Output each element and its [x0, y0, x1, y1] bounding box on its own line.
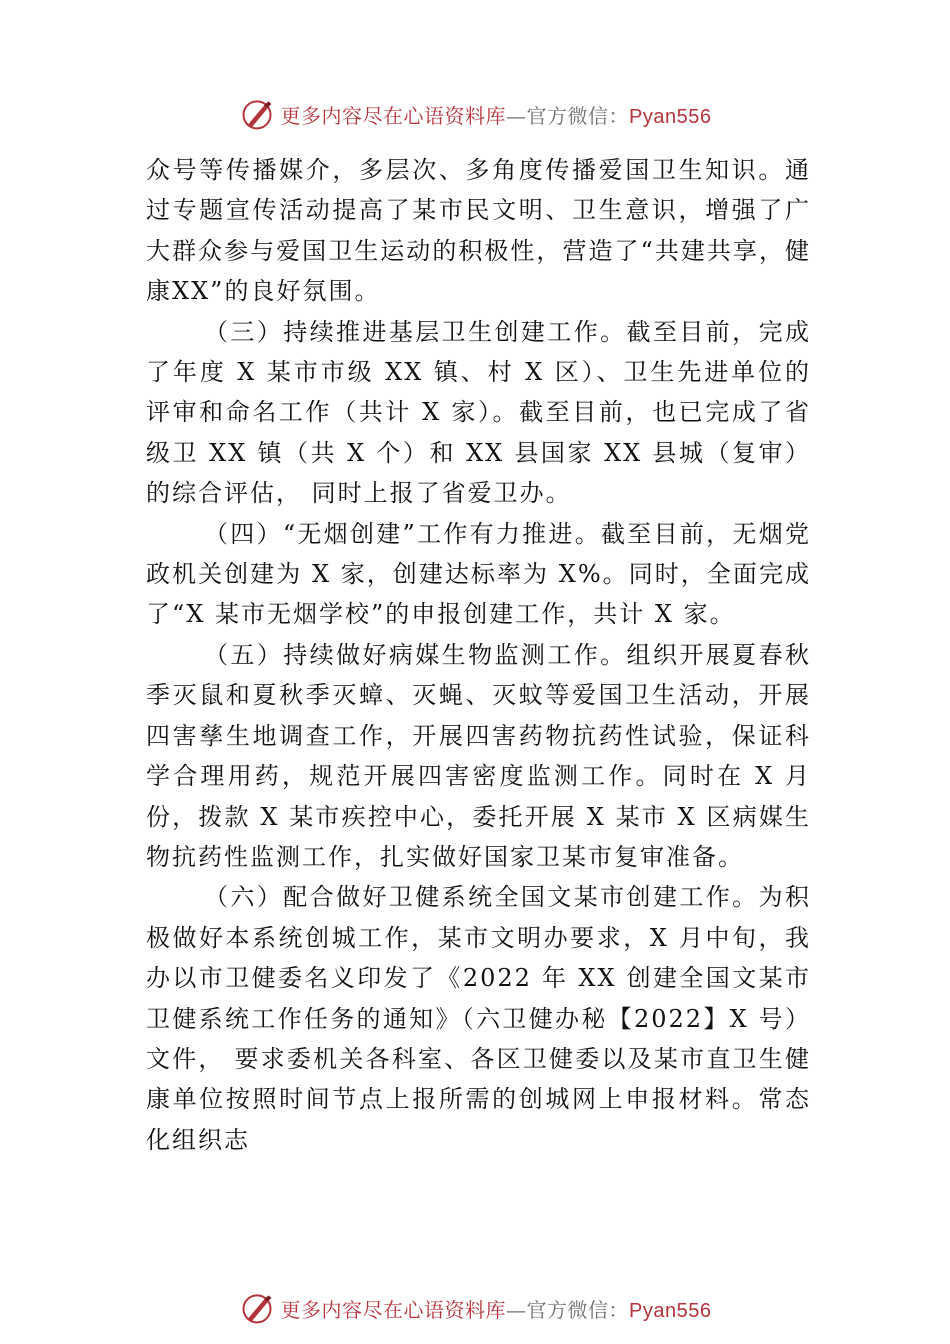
watermark-text	[281, 100, 712, 129]
paragraph-section-5: （五）持续做好病媒生物监测工作。组织开展夏春秋季灭鼠和夏秋季灭蟑、灭蝇、灭蚊等爱国卫生活动，开展四害孳生地调查工作，开展四害药物抗药性试验，保证科学合理用药，规范开展四害密度监测工作。同时在 X 月份，拨款 X 某市疾控中心，委托开展 X 某市 X 区病媒生物抗药性监测工作，扎实做好国家卫某市复审准备。	[146, 640, 811, 871]
document-body	[146, 150, 811, 1160]
watermark-wechat-id: Pyan556	[629, 1299, 712, 1322]
watermark-wechat-id: Pyan556	[629, 105, 712, 128]
watermark-text	[281, 1294, 712, 1323]
watermark-wechat-label: 官方微信：	[526, 103, 630, 128]
watermark-main: 更多内容尽在心语资料库	[280, 103, 507, 128]
paragraph-continuation: 众号等传播媒介，多层次、多角度传播爱国卫生知识。通过专题宣传活动提高了某市民文明、卫生意识，增强了广大群众参与爱国卫生运动的积极性，营造了“共建共享，健康XX”的良好氛围。	[146, 156, 811, 306]
watermark-dash: —	[506, 103, 527, 128]
footer-watermark	[0, 1290, 950, 1326]
paragraph-section-6: （六）配合做好卫健系统全国文某市创建工作。为积极做好本系统创城工作，某市文明办要求，X 月中旬，我办以市卫健委名义印发了《2022 年 XX 创建全国文某市卫健系统工作任务的通知》（六卫健办秘【2022】X 号）文件， 要求委机关各科室、各区卫健委以及某市直卫生健康单位按照时间节点上报所需的创城网上申报材料。常态化组织志	[146, 883, 811, 1154]
watermark-wechat-label: 官方微信：	[526, 1297, 630, 1322]
watermark-main: 更多内容尽在心语资料库	[280, 1297, 507, 1322]
pen-circle-logo-icon	[239, 96, 275, 132]
header-watermark	[0, 96, 950, 132]
paragraph-section-3: （三）持续推进基层卫生创建工作。截至目前，完成了年度 X 某市市级 XX 镇、村 X 区）、卫生先进单位的评审和命名工作（共计 X 家）。截至目前，也已完成了省级卫 XX 镇（共 X 个）和 XX 县国家 XX 县城（复审）的综合评估， 同时上报了省爱卫办。	[146, 317, 811, 508]
pen-circle-logo-icon	[239, 1290, 275, 1326]
paragraph-section-4: （四）“无烟创建”工作有力推进。截至目前，无烟党政机关创建为 X 家，创建达标率为 X%。同时，全面完成了“X 某市无烟学校”的申报创建工作，共计 X 家。	[146, 519, 811, 629]
watermark-dash: —	[506, 1297, 527, 1322]
